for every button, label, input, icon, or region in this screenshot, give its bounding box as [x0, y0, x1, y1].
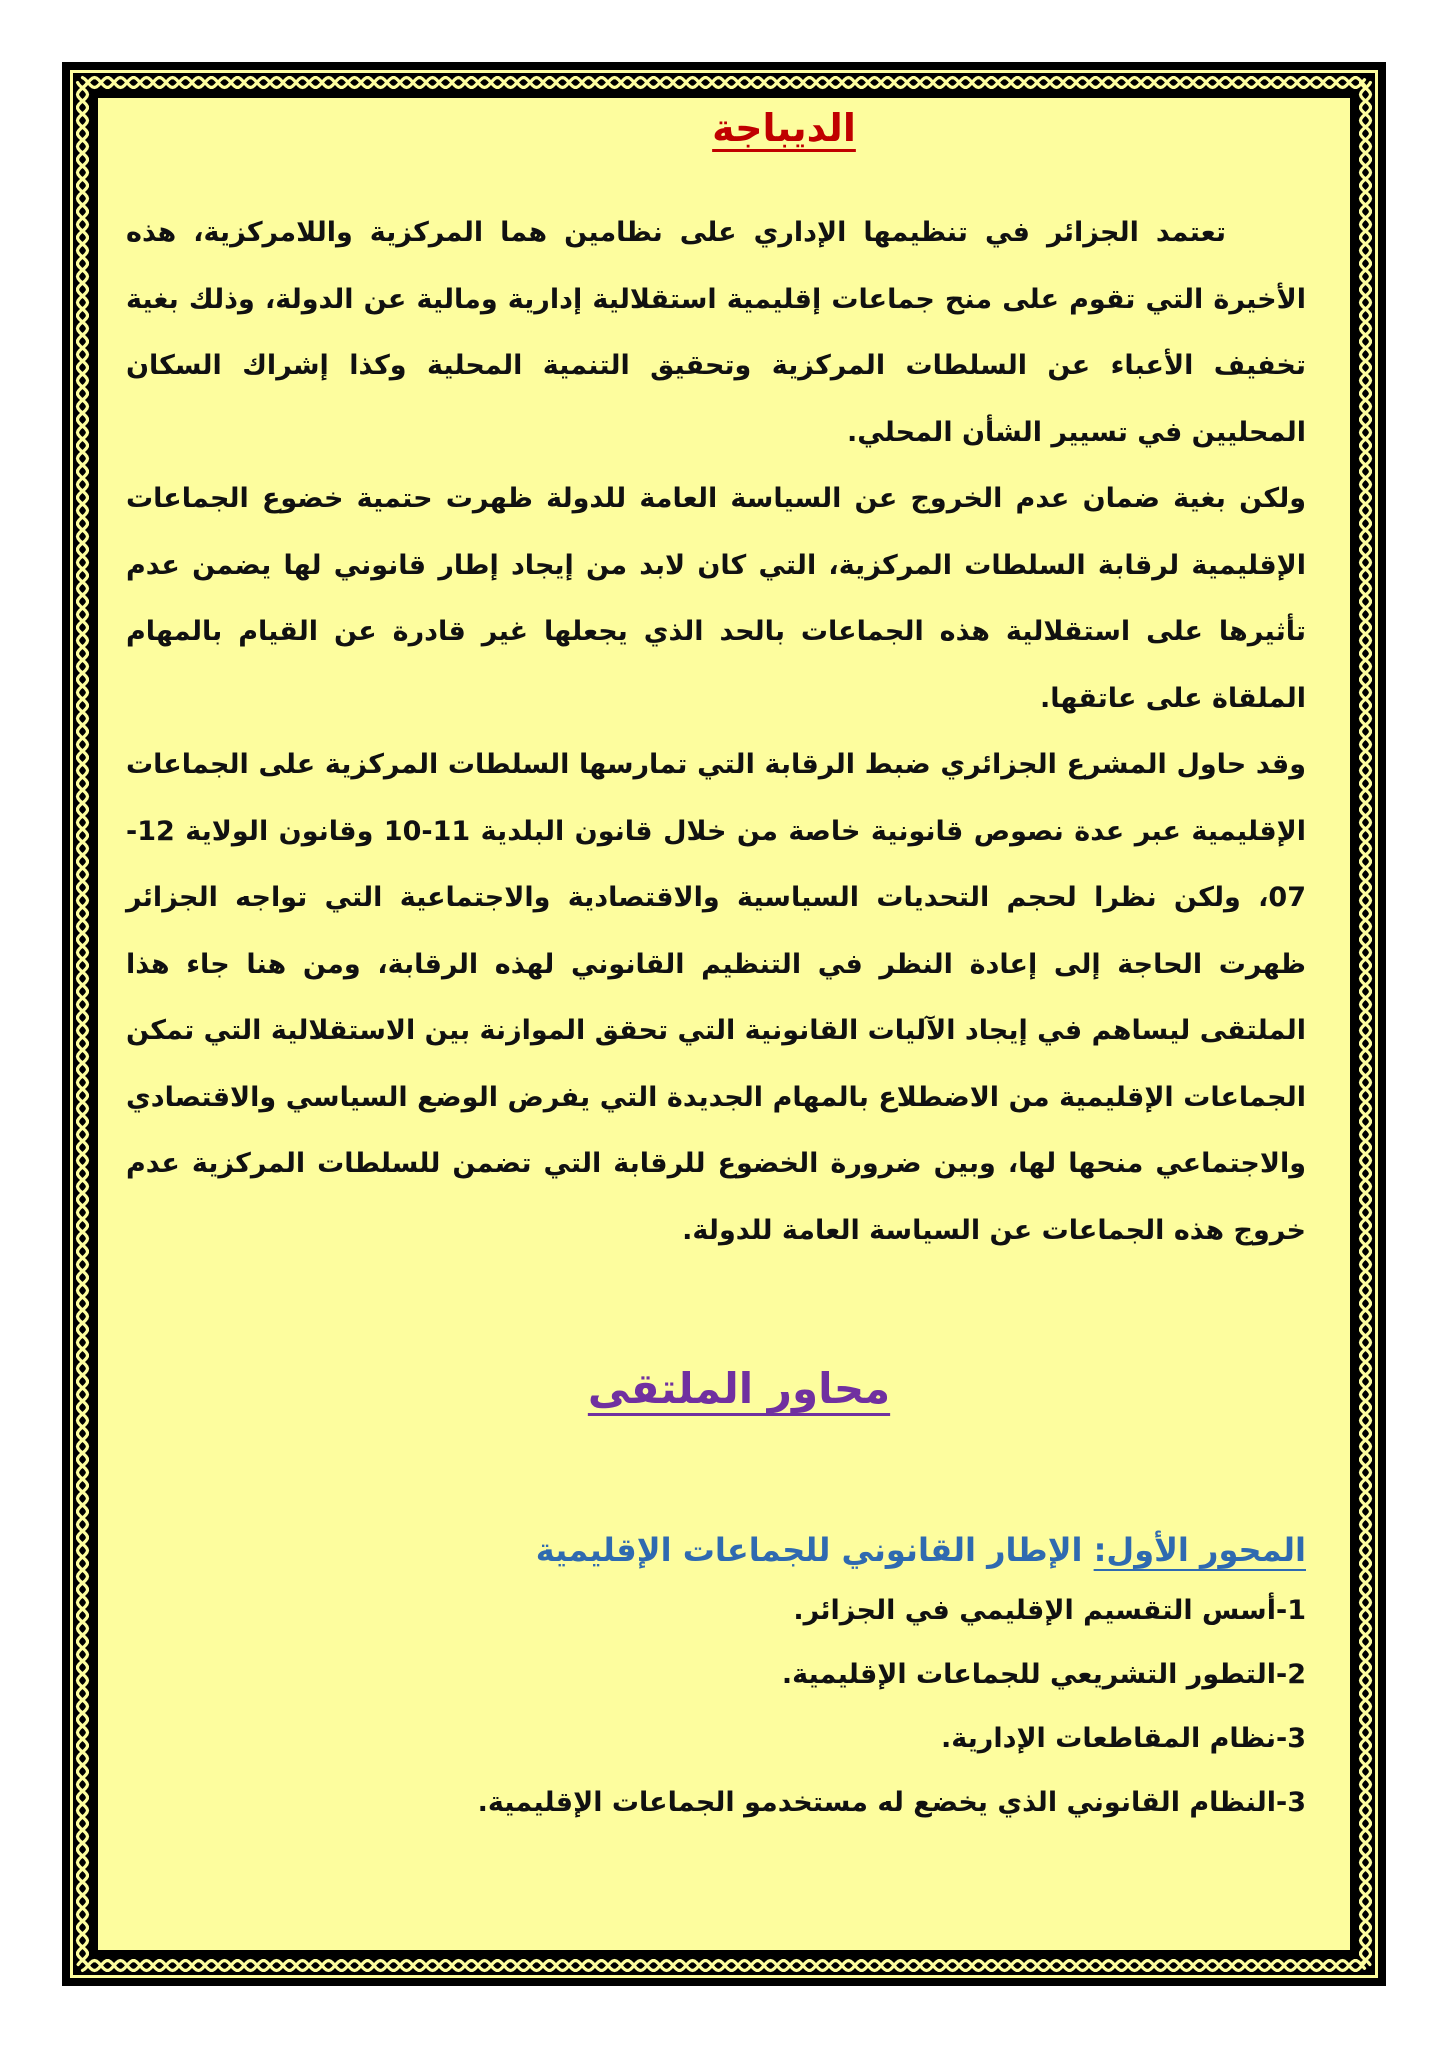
preamble-paragraph-3: وقد حاول المشرع الجزائري ضبط الرقابة التي تمارسها السلطات المركزية على الجماعات الإقليمية عبر عدة نصوص قانونية خاصة من خلال قانون البلدية 11-10 وقانون الولاية 12-07، ولكن نظرا لحجم التحديات السياسية والاقتصادية والاجتماعية التي تواجه الجزائر ظهرت الحاجة إلى إعادة النظر في التنظيم القانوني لهذه الرقابة، ومن هنا جاء هذا الملتقى ليساهم في إيجاد الآليات القانونية التي تحقق الموازنة بين الاستقلالية التي تمكن الجماعات الإقليمية من الاضطلاع بالمهام الجديدة التي يفرض الوضع السياسي والاقتصادي والاجتماعي منحها لها، وبين ضرورة الخضوع للرقابة التي تضمن للسلطات المركزية عدم خروج هذه الجماعات عن السياسة العامة للدولة. — [126, 749, 1306, 1246]
page-content — [126, 106, 1322, 1906]
axis-1-list — [126, 1579, 1306, 1835]
axis-1-heading-rest: الإطار القانوني للجماعات الإقليمية — [535, 1531, 1094, 1569]
preamble-paragraph-2: ولكن بغية ضمان عدم الخروج عن السياسة العامة للدولة ظهرت حتمية خضوع الجماعات الإقليمية لرقابة السلطات المركزية، التي كان لابد من إيجاد إطار قانوني لها يضمن عدم تأثيرها على استقلالية هذه الجماعات بالحد الذي يجعلها غير قادرة عن القيام بالمهام الملقاة على عاتقها. — [126, 483, 1306, 714]
axes-title: محاور الملتقى — [587, 1364, 891, 1413]
axis-1-heading-lead: المحور الأول: — [1093, 1531, 1306, 1569]
preamble-title: الديباجة — [712, 106, 856, 150]
axis-1-heading — [126, 1525, 1306, 1575]
preamble-paragraph-1: تعتمد الجزائر في تنظيمها الإداري على نظامين هما المركزية واللامركزية، هذه الأخيرة التي تقوم على منح جماعات إقليمية استقلالية إدارية ومالية عن الدولة، وذلك بغية تخفيف الأعباء عن السلطات المركزية وتحقيق التنمية المحلية وكذا إشراك السكان المحليين في تسيير الشأن المحلي. — [126, 217, 1306, 448]
axis-1-item-1: 1-أسس التقسيم الإقليمي في الجزائر. — [793, 1595, 1306, 1626]
axis-1-item-4: 3-النظام القانوني الذي يخضع له مستخدمو الجماعات الإقليمية. — [477, 1787, 1306, 1818]
axis-1-item-2: 2-التطور التشريعي للجماعات الإقليمية. — [781, 1659, 1306, 1690]
axis-1-item-3: 3-نظام المقاطعات الإدارية. — [941, 1723, 1306, 1754]
